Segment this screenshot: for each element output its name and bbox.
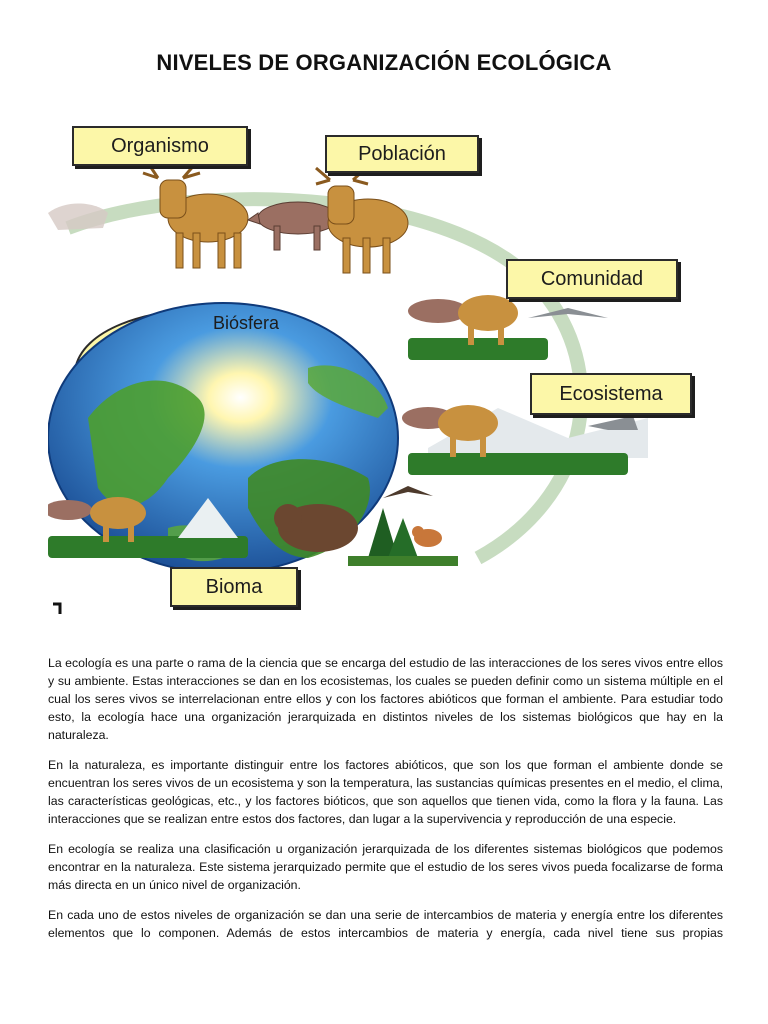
body-text: [48, 654, 723, 942]
paragraph: En ecología se realiza una clasificación u organización jerarquizada de los diferentes sistemas biológicos que podemos encontrar en la naturaleza. Este sistema jerarquizado permite que el estudio de los seres vivos pueda focalizarse de forma más directa en un único nivel de organización.: [48, 842, 723, 892]
label-poblacion: Población: [325, 135, 479, 173]
diagram-illustration: [48, 118, 700, 618]
ecological-levels-diagram: [48, 118, 700, 618]
label-bioma: Bioma: [170, 567, 298, 607]
population-moose-icon: [316, 168, 408, 273]
eagle-icon: [383, 486, 433, 498]
label-biosfera: Biósfera: [212, 313, 280, 333]
ecosystem-scene: [402, 405, 648, 475]
label-organismo: Organismo: [72, 126, 248, 166]
label-ecosistema: Ecosistema: [530, 373, 692, 415]
label-comunidad: Comunidad: [506, 259, 678, 299]
paragraph: En cada uno de estos niveles de organización se dan una serie de intercambios de materia y energía entre los diferentes elementos que lo componen. Además de estos intercambios de materia y energía, cada nivel tiene sus propias: [48, 908, 723, 940]
population-tapir-icon: [248, 202, 338, 250]
organism-moose-icon: [143, 163, 248, 268]
paragraph: En la naturaleza, es importante distinguir entre los factores abióticos, que son los que forman el ambiente donde se encuentran los seres vivos de un ecosistema y son la temperatura, las sustancias químicas presentes en el medio, el clima, las características geológicas, etc., y los factores bióticos, que son aquellos que tienen vida, como la flora y la fauna. Las interacciones que se realizan entre estos dos factores, dan lugar a la supervivencia y reproducción de una especie.: [48, 758, 723, 826]
fox-icon: [412, 526, 442, 547]
paragraph: La ecología es una parte o rama de la ciencia que se encarga del estudio de las interacciones de los seres vivos entre ellos y su ambiente. Estas interacciones se dan en los ecosistemas, los cuales se pueden definir como un sistema múltiple en el cual los seres vivos se interrelacionan entre ellos y con los factores abióticos que forman el ambiente. Para estudiar todo esto, la ecología hace una organización jerarquizada en distintos niveles de los sistemas biológicos que hay en la naturaleza.: [48, 656, 723, 742]
page-title: NIVELES DE ORGANIZACIÓN ECOLÓGICA: [156, 50, 612, 75]
